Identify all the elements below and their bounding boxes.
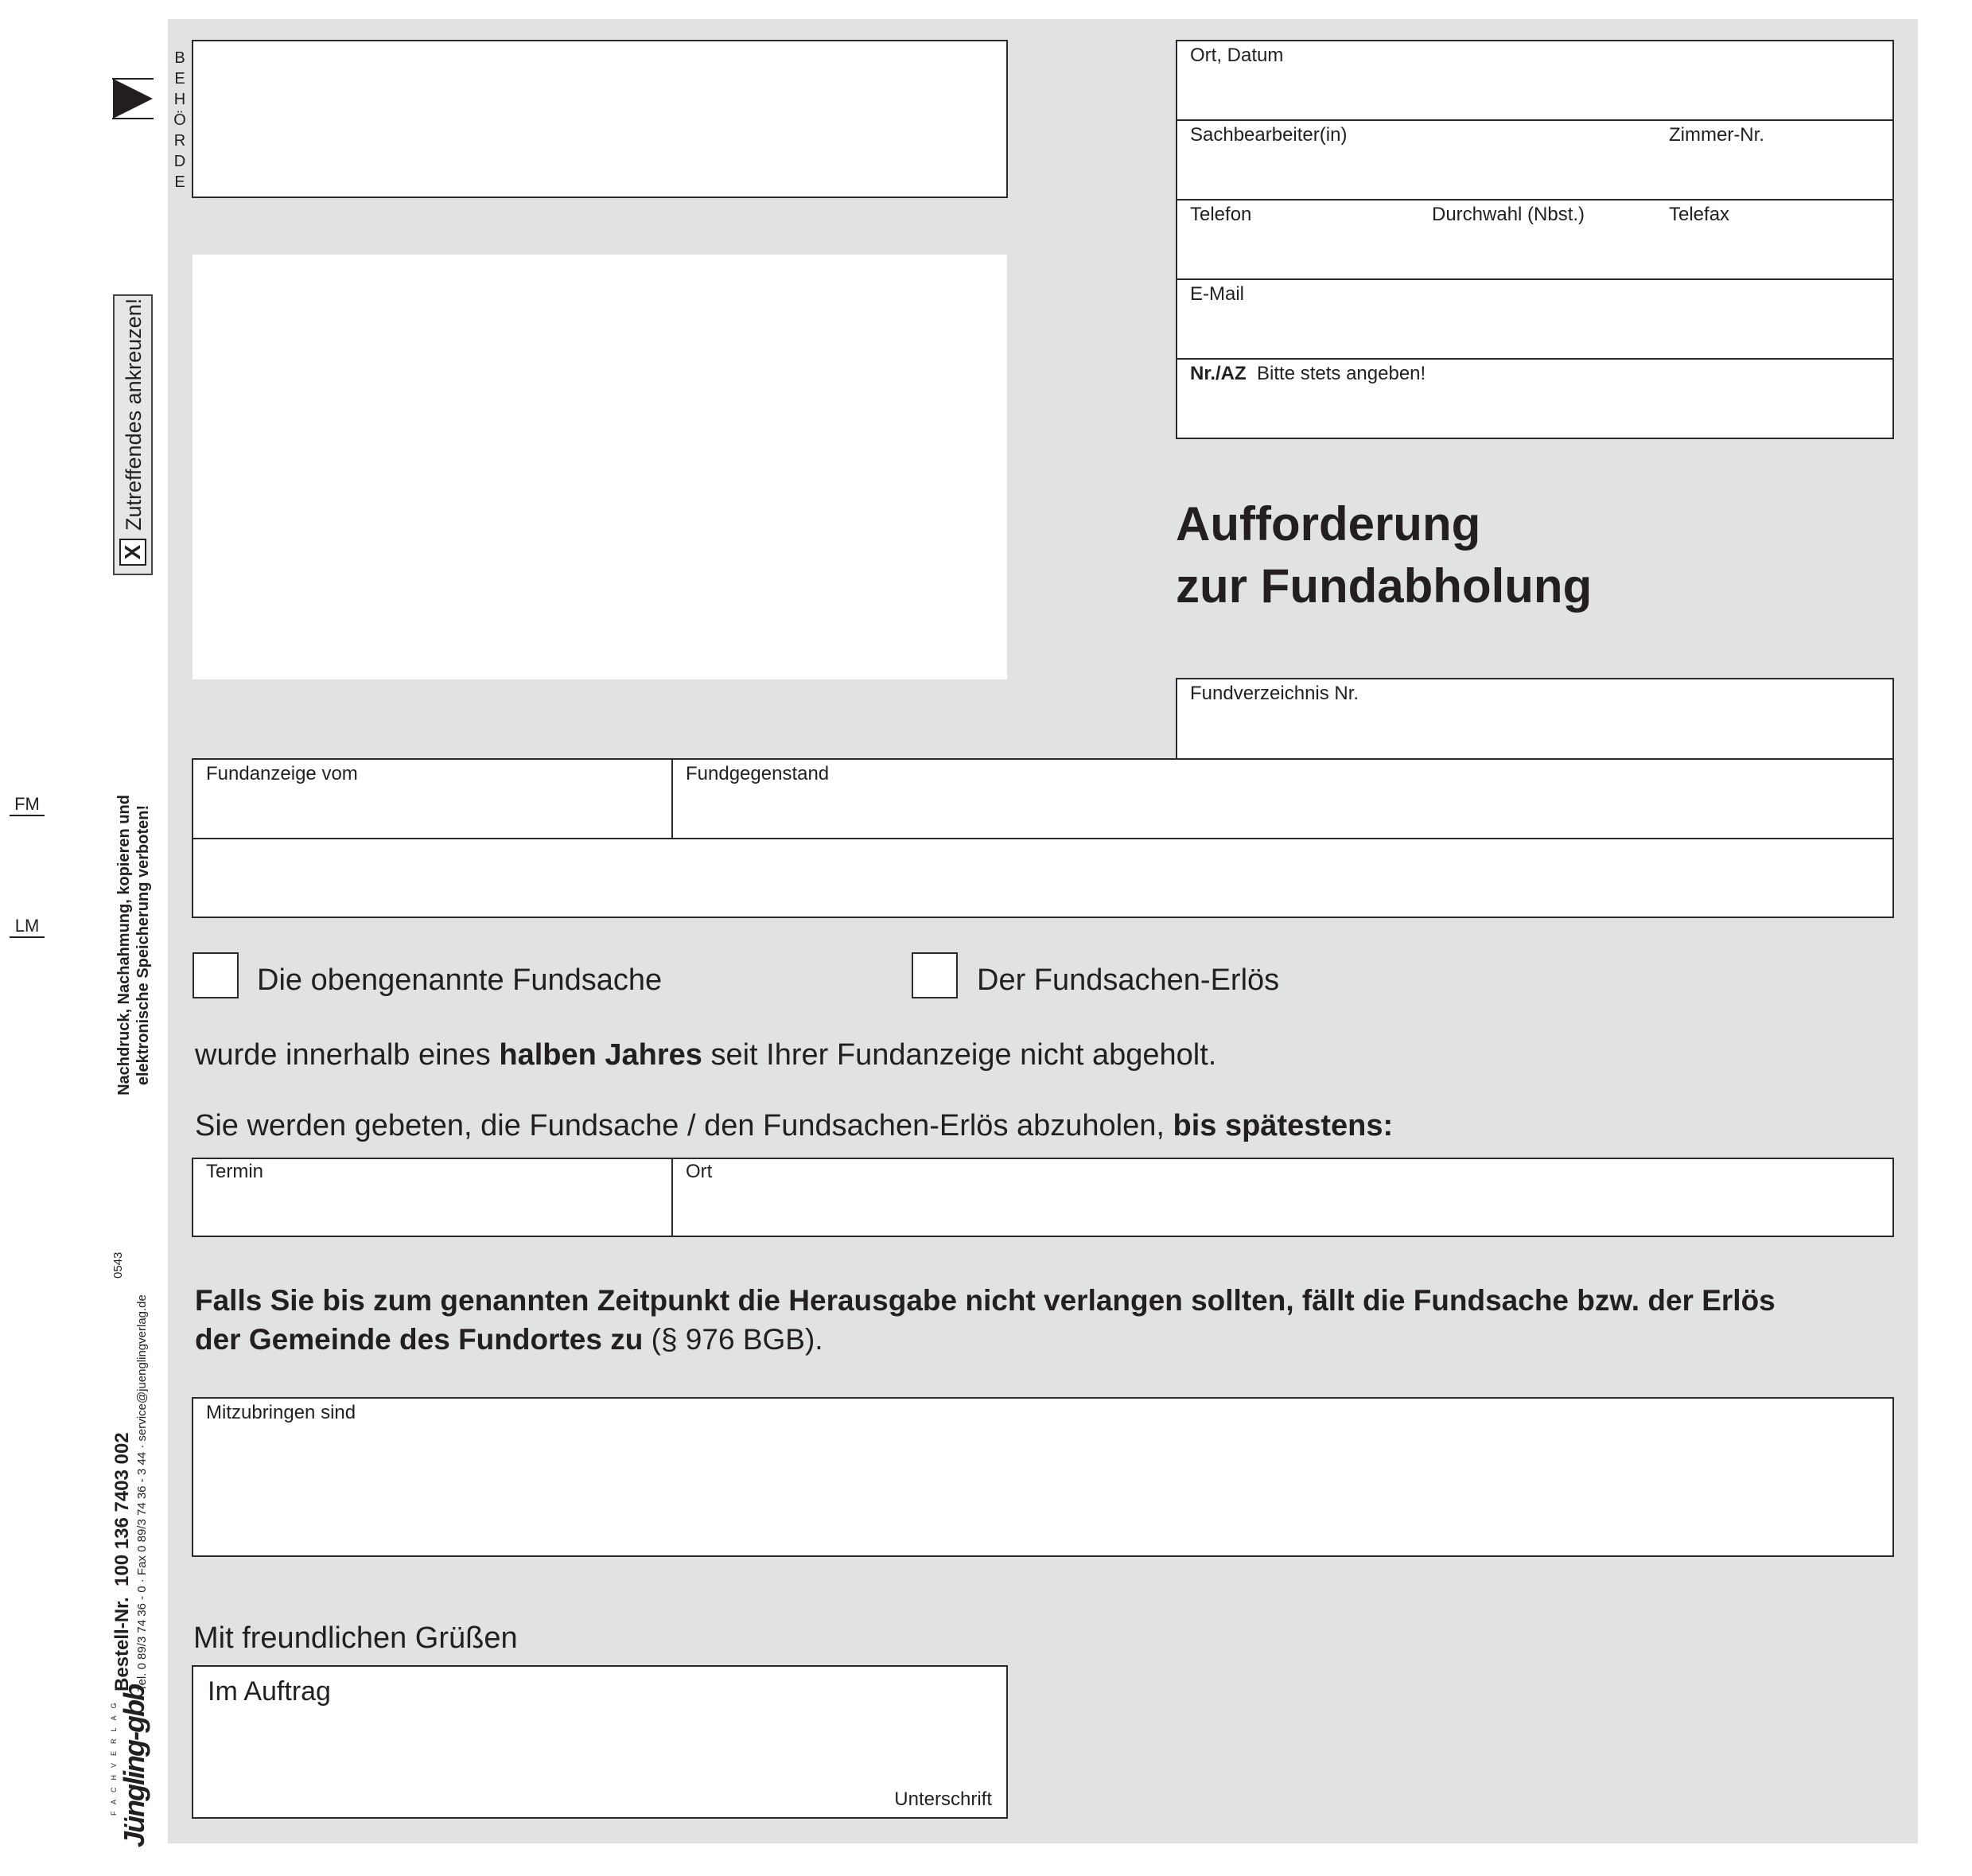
- fundverzeichnis-field[interactable]: [1176, 678, 1894, 760]
- p2-bold: bis spätestens:: [1173, 1109, 1394, 1142]
- option-checkbox-fundsache[interactable]: [193, 952, 239, 998]
- authority-letter: E: [174, 70, 185, 88]
- hint-check-icon: X: [119, 539, 146, 566]
- order-label: Bestell-Nr.: [111, 1597, 133, 1691]
- info-table: [1176, 40, 1894, 439]
- legal-line-1: Falls Sie bis zum genannten Zeitpunkt die Herausgabe nicht verlangen sollten, fällt die Fundsache bzw. der Erlös: [195, 1284, 1776, 1317]
- option-label-erloes: Der Fundsachen-Erlös: [977, 963, 1280, 997]
- option-label-fundsache: Die obengenannte Fundsache: [257, 963, 663, 997]
- p1-bold: halben Jahres: [499, 1038, 702, 1072]
- authority-letter: R: [173, 132, 186, 150]
- authority-letter: E: [174, 173, 185, 191]
- pickup-table: [192, 1158, 1894, 1237]
- logo-name: Jüngling-gbb: [118, 1685, 150, 1847]
- authority-letter: H: [173, 91, 186, 108]
- legal-reference: (§ 976 BGB).: [643, 1323, 823, 1356]
- ort-datum-label: Ort, Datum: [1190, 45, 1284, 66]
- info-row-divider: [1177, 358, 1892, 360]
- email-label: E-Mail: [1190, 283, 1245, 305]
- title-line-2: zur Fundabholung: [1176, 559, 1593, 613]
- info-row-divider: [1177, 199, 1892, 200]
- authority-label: [172, 48, 188, 193]
- p2-text: Sie werden gebeten, die Fundsache / den Fundsachen-Erlös abzuholen,: [195, 1109, 1173, 1142]
- publisher-logo: [110, 1685, 154, 1847]
- copyright-line: Nachdruck, Nachahmung, kopieren und: [115, 795, 133, 1096]
- fundverzeichnis-label: Fundverzeichnis Nr.: [1190, 683, 1359, 704]
- form-code: 0543: [111, 1251, 125, 1279]
- logo-top-text: FACHVERLAG: [110, 1695, 118, 1816]
- legal-bold: der Gemeinde des Fundortes zu: [195, 1323, 644, 1356]
- legal-paragraph: [195, 1281, 1776, 1359]
- mitzubringen-field[interactable]: [192, 1397, 1894, 1557]
- authority-letter: Ö: [173, 111, 186, 129]
- info-row-divider: [1177, 278, 1892, 280]
- copyright-line: elektronische Speicherung verboten!: [134, 804, 152, 1086]
- fund-details-table: [192, 758, 1894, 918]
- hint-text: Zutreffendes ankreuzen!: [122, 298, 146, 531]
- info-row-divider: [1177, 119, 1892, 121]
- fold-mark-fm: FM: [10, 794, 45, 816]
- order-number: 100 136 7403 002: [111, 1432, 133, 1586]
- publisher-contact: Tel. 0 89/3 74 36 - 0 · Fax 0 89/3 74 36 - 3 44 · service@juenglingverlag.de: [135, 1294, 149, 1691]
- closing-text: Mit freundlichen Grüßen: [193, 1621, 518, 1655]
- zimmer-label: Zimmer-Nr.: [1669, 124, 1764, 146]
- fundgegenstand-field[interactable]: [673, 760, 1892, 838]
- body-paragraph-1: [195, 1038, 1216, 1072]
- fundanzeige-label: Fundanzeige vom: [206, 763, 358, 784]
- nr-az-label: [1190, 363, 1426, 385]
- sachbearbeiter-label: Sachbearbeiter(in): [1190, 124, 1348, 146]
- nr-az-bold: Nr./AZ: [1190, 363, 1247, 384]
- address-marker-icon: [112, 78, 154, 119]
- copyright-notice: [115, 770, 153, 1120]
- fundanzeige-field[interactable]: [193, 760, 671, 838]
- telefax-label: Telefax: [1669, 204, 1730, 225]
- order-number-line: [111, 1432, 134, 1691]
- title-line-1: Aufforderung: [1176, 497, 1481, 551]
- hint-box: [113, 294, 153, 575]
- sender-field[interactable]: [192, 40, 1008, 198]
- fundgegenstand-label: Fundgegenstand: [686, 763, 830, 784]
- authority-letter: D: [173, 153, 186, 170]
- im-auftrag-label: Im Auftrag: [208, 1676, 331, 1707]
- fold-mark-lm: LM: [10, 916, 45, 938]
- p1-text: wurde innerhalb eines: [195, 1038, 500, 1072]
- termin-field[interactable]: [193, 1159, 671, 1236]
- nr-az-hint: Bitte stets angeben!: [1257, 363, 1426, 384]
- durchwahl-label: Durchwahl (Nbst.): [1432, 204, 1585, 225]
- unterschrift-label: Unterschrift: [894, 1788, 992, 1810]
- fund-description-field[interactable]: [193, 839, 1892, 917]
- publisher-info: [110, 1227, 158, 1847]
- page-title: [1176, 493, 1592, 617]
- body-paragraph-2: [195, 1109, 1393, 1143]
- telefon-label: Telefon: [1190, 204, 1252, 225]
- authority-letter: B: [174, 49, 185, 67]
- termin-label: Termin: [206, 1161, 264, 1182]
- recipient-address-field[interactable]: [193, 255, 1007, 679]
- ort-label: Ort: [686, 1161, 713, 1182]
- ort-field[interactable]: [673, 1159, 1892, 1236]
- signature-field[interactable]: [192, 1665, 1008, 1819]
- legal-line-2: [195, 1320, 1776, 1359]
- option-checkbox-erloes[interactable]: [912, 952, 958, 998]
- mitzubringen-label: Mitzubringen sind: [206, 1402, 356, 1423]
- p1-text-end: seit Ihrer Fundanzeige nicht abgeholt.: [702, 1038, 1217, 1072]
